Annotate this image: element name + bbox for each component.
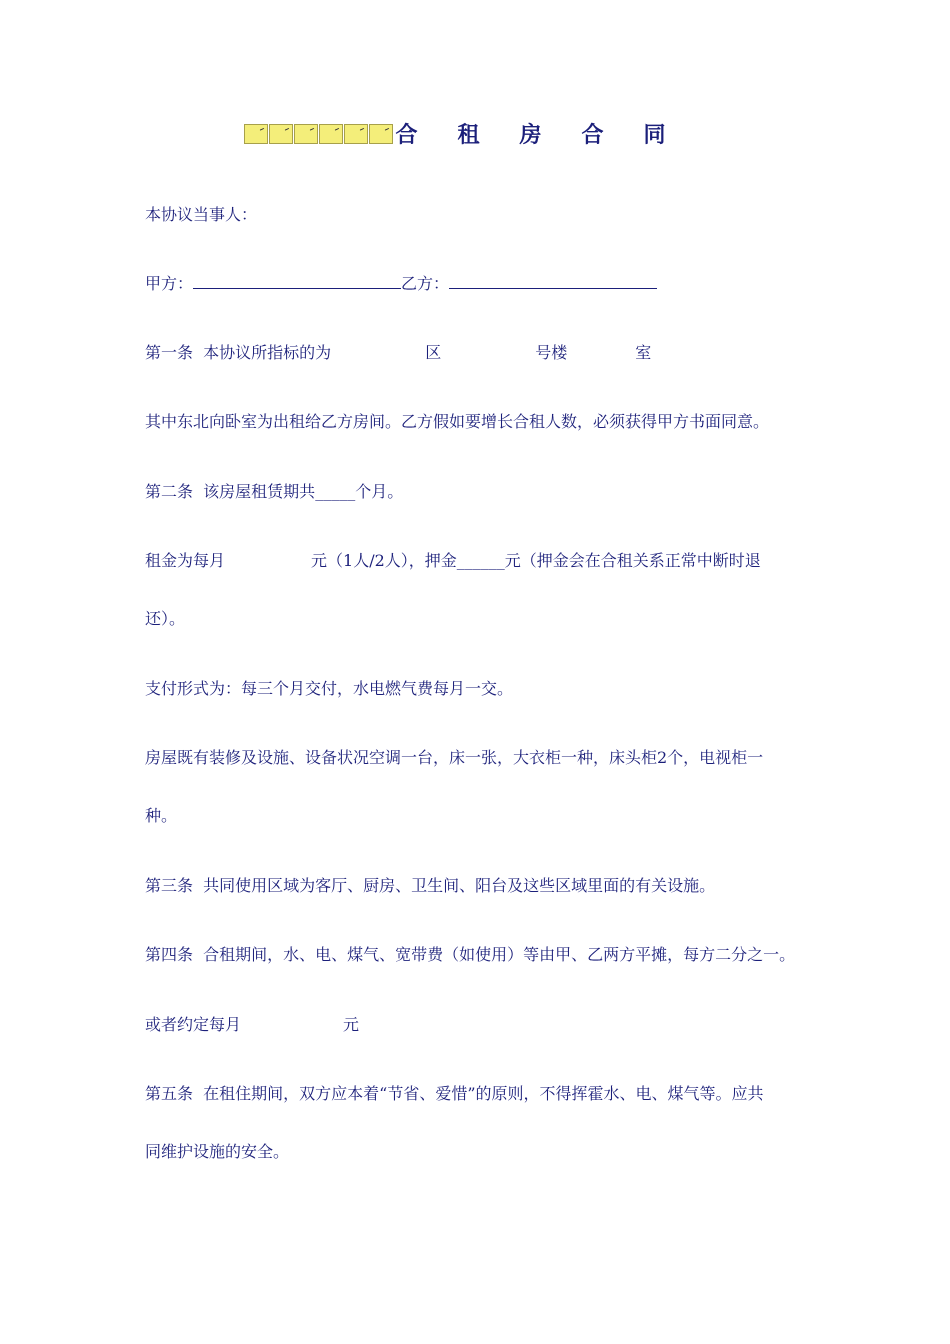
party-a-label: 甲方： [145, 274, 194, 293]
document-title [0, 118, 950, 149]
payment-terms: 支付形式为：每三个月交付，水电燃气费每月一交。 [145, 679, 514, 698]
article-5-line-1: 第五条 在租住期间，双方应本着“节省、爱惜”的原则，不得挥霍水、电、煤气等。应共 [145, 1084, 764, 1103]
rent-suffix: 元（押金会在合租关系正常中断时退 [504, 551, 761, 570]
facilities-line-1: 房屋既有装修及设施、设备状况空调一台，床一张，大衣柜一种，床头柜2个，电视柜一 [145, 748, 764, 767]
scroll-icon [319, 124, 343, 144]
scroll-icon [269, 124, 293, 144]
party-b-field[interactable] [449, 274, 657, 289]
article-2 [145, 482, 403, 502]
article-5-line-2: 同维护设施的安全。 [145, 1142, 290, 1161]
article-4-alt [145, 1015, 359, 1035]
scroll-icon [369, 124, 393, 144]
facilities-line-2: 种。 [145, 806, 178, 825]
article-2-prefix: 第二条 该房屋租赁期共 [145, 482, 316, 501]
deposit-field[interactable]: ______ [456, 551, 505, 570]
title-decoration [244, 124, 393, 144]
title-text: 合租房合同 [395, 122, 706, 148]
scroll-icon [344, 124, 368, 144]
parties-line [145, 274, 657, 294]
scroll-icon [244, 124, 268, 144]
building-label: 号楼 [535, 343, 568, 362]
article-4-alt-prefix: 或者约定每月 [145, 1015, 242, 1034]
party-b-label: 乙方： [401, 274, 450, 293]
rent-prefix: 租金为每月 [145, 551, 226, 570]
rent-line [145, 551, 761, 571]
article-1-detail: 其中东北向卧室为出租给乙方房间。乙方假如要增长合租人数，必须获得甲方书面同意。 [145, 412, 770, 431]
rent-continuation: 还）。 [145, 609, 186, 628]
scroll-icon [294, 124, 318, 144]
room-label: 室 [635, 343, 652, 362]
article-1 [145, 343, 651, 363]
district-label: 区 [425, 343, 442, 362]
party-a-field[interactable] [193, 274, 401, 289]
article-2-suffix: 个月。 [355, 482, 404, 501]
article-3: 第三条 共同使用区域为客厅、厨房、卫生间、阳台及这些区域里面的有关设施。 [145, 876, 716, 895]
article-4-alt-suffix: 元 [343, 1015, 360, 1034]
rent-mid: 元（1人/2人），押金 [311, 551, 457, 570]
article-4: 第四条 合租期间，水、电、煤气、宽带费（如使用）等由甲、乙两方平摊，每方二分之一。 [145, 945, 796, 964]
article-1-prefix: 第一条 本协议所指标的为 [145, 343, 332, 362]
parties-intro: 本协议当事人： [145, 205, 258, 224]
lease-months-field[interactable]: _____ [315, 482, 356, 501]
